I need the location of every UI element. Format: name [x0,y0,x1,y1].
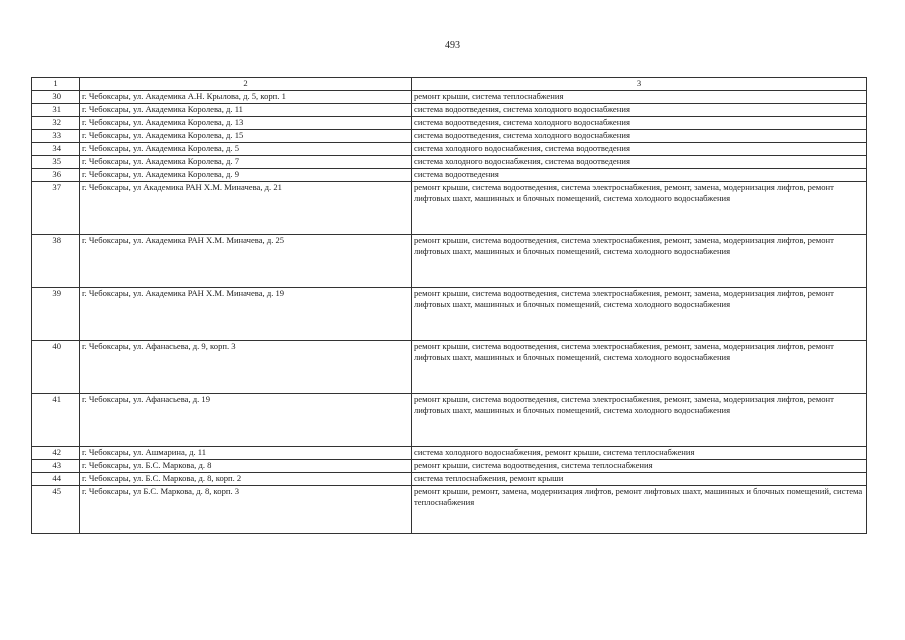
row-works: система водоотведения [412,169,867,182]
row-number: 30 [32,91,80,104]
row-address: г. Чебоксары, ул. Академика Королева, д. 7 [80,156,412,169]
row-address: г. Чебоксары, ул. Академика А.Н. Крылова, д. 5, корп. 1 [80,91,412,104]
row-works: ремонт крыши, система водоотведения, система электроснабжения, ремонт, замена, модернизация лифтов, ремонт лифтовых шахт, машинных и блочных помещений, система холодного водоснабжения [412,341,867,394]
row-works: система теплоснабжения, ремонт крыши [412,473,867,486]
row-works: ремонт крыши, система теплоснабжения [412,91,867,104]
page-number: 493 [445,40,460,51]
row-works: ремонт крыши, система водоотведения, система теплоснабжения [412,460,867,473]
header-col-3: 3 [412,78,867,91]
row-number: 32 [32,117,80,130]
row-number: 43 [32,460,80,473]
row-address: г. Чебоксары, ул. Академика Королева, д. 15 [80,130,412,143]
row-address: г. Чебоксары, ул. Б.С. Маркова, д. 8 [80,460,412,473]
table-row [32,169,867,182]
row-works: ремонт крыши, система водоотведения, система электроснабжения, ремонт, замена, модернизация лифтов, ремонт лифтовых шахт, машинных и блочных помещений, система холодного водоснабжения [412,235,867,288]
table-row [32,486,867,534]
row-number: 45 [32,486,80,534]
row-address: г. Чебоксары, ул. Афанасьева, д. 9, корп. 3 [80,341,412,394]
table-row [32,235,867,288]
table-row [32,447,867,460]
table-row [32,156,867,169]
table-row [32,104,867,117]
row-address: г. Чебоксары, ул. Ашмарина, д. 11 [80,447,412,460]
table-header-row [32,78,867,91]
row-works: ремонт крыши, ремонт, замена, модернизация лифтов, ремонт лифтовых шахт, машинных и блочных помещений, система теплоснабжения [412,486,867,534]
row-address: г. Чебоксары, ул. Б.С. Маркова, д. 8, корп. 2 [80,473,412,486]
header-col-2: 2 [80,78,412,91]
row-number: 41 [32,394,80,447]
row-address: г. Чебоксары, ул. Академика РАН Х.М. Миначева, д. 25 [80,235,412,288]
works-table [31,77,867,534]
row-works: система водоотведения, система холодного водоснабжения [412,117,867,130]
row-works: ремонт крыши, система водоотведения, система электроснабжения, ремонт, замена, модернизация лифтов, ремонт лифтовых шахт, машинных и блочных помещений, система холодного водоснабжения [412,288,867,341]
row-address: г. Чебоксары, ул. Академика Королева, д. 13 [80,117,412,130]
table-row [32,394,867,447]
row-address: г. Чебоксары, ул. Академика Королева, д. 5 [80,143,412,156]
table-row [32,288,867,341]
row-number: 37 [32,182,80,235]
row-works: система холодного водоснабжения, ремонт крыши, система теплоснабжения [412,447,867,460]
row-number: 38 [32,235,80,288]
row-number: 35 [32,156,80,169]
row-number: 31 [32,104,80,117]
row-address: г. Чебоксары, ул. Академика Королева, д. 11 [80,104,412,117]
row-works: система холодного водоснабжения, система водоотведения [412,156,867,169]
row-works: система водоотведения, система холодного водоснабжения [412,104,867,117]
table-row [32,143,867,156]
row-address: г. Чебоксары, ул. Афанасьева, д. 19 [80,394,412,447]
header-col-1: 1 [32,78,80,91]
row-address: г. Чебоксары, ул Б.С. Маркова, д. 8, корп. 3 [80,486,412,534]
row-works: система водоотведения, система холодного водоснабжения [412,130,867,143]
row-number: 42 [32,447,80,460]
row-number: 40 [32,341,80,394]
row-number: 39 [32,288,80,341]
row-number: 34 [32,143,80,156]
row-number: 33 [32,130,80,143]
row-number: 44 [32,473,80,486]
table-row [32,473,867,486]
table-row [32,460,867,473]
row-address: г. Чебоксары, ул. Академика Королева, д. 9 [80,169,412,182]
table-row [32,117,867,130]
table-row [32,91,867,104]
table-row [32,130,867,143]
row-address: г. Чебоксары, ул. Академика РАН Х.М. Миначева, д. 19 [80,288,412,341]
row-works: система холодного водоснабжения, система водоотведения [412,143,867,156]
table-row [32,182,867,235]
row-address: г. Чебоксары, ул Академика РАН Х.М. Миначева, д. 21 [80,182,412,235]
row-number: 36 [32,169,80,182]
table-row [32,341,867,394]
row-works: ремонт крыши, система водоотведения, система электроснабжения, ремонт, замена, модернизация лифтов, ремонт лифтовых шахт, машинных и блочных помещений, система холодного водоснабжения [412,394,867,447]
row-works: ремонт крыши, система водоотведения, система электроснабжения, ремонт, замена, модернизация лифтов, ремонт лифтовых шахт, машинных и блочных помещений, система холодного водоснабжения [412,182,867,235]
